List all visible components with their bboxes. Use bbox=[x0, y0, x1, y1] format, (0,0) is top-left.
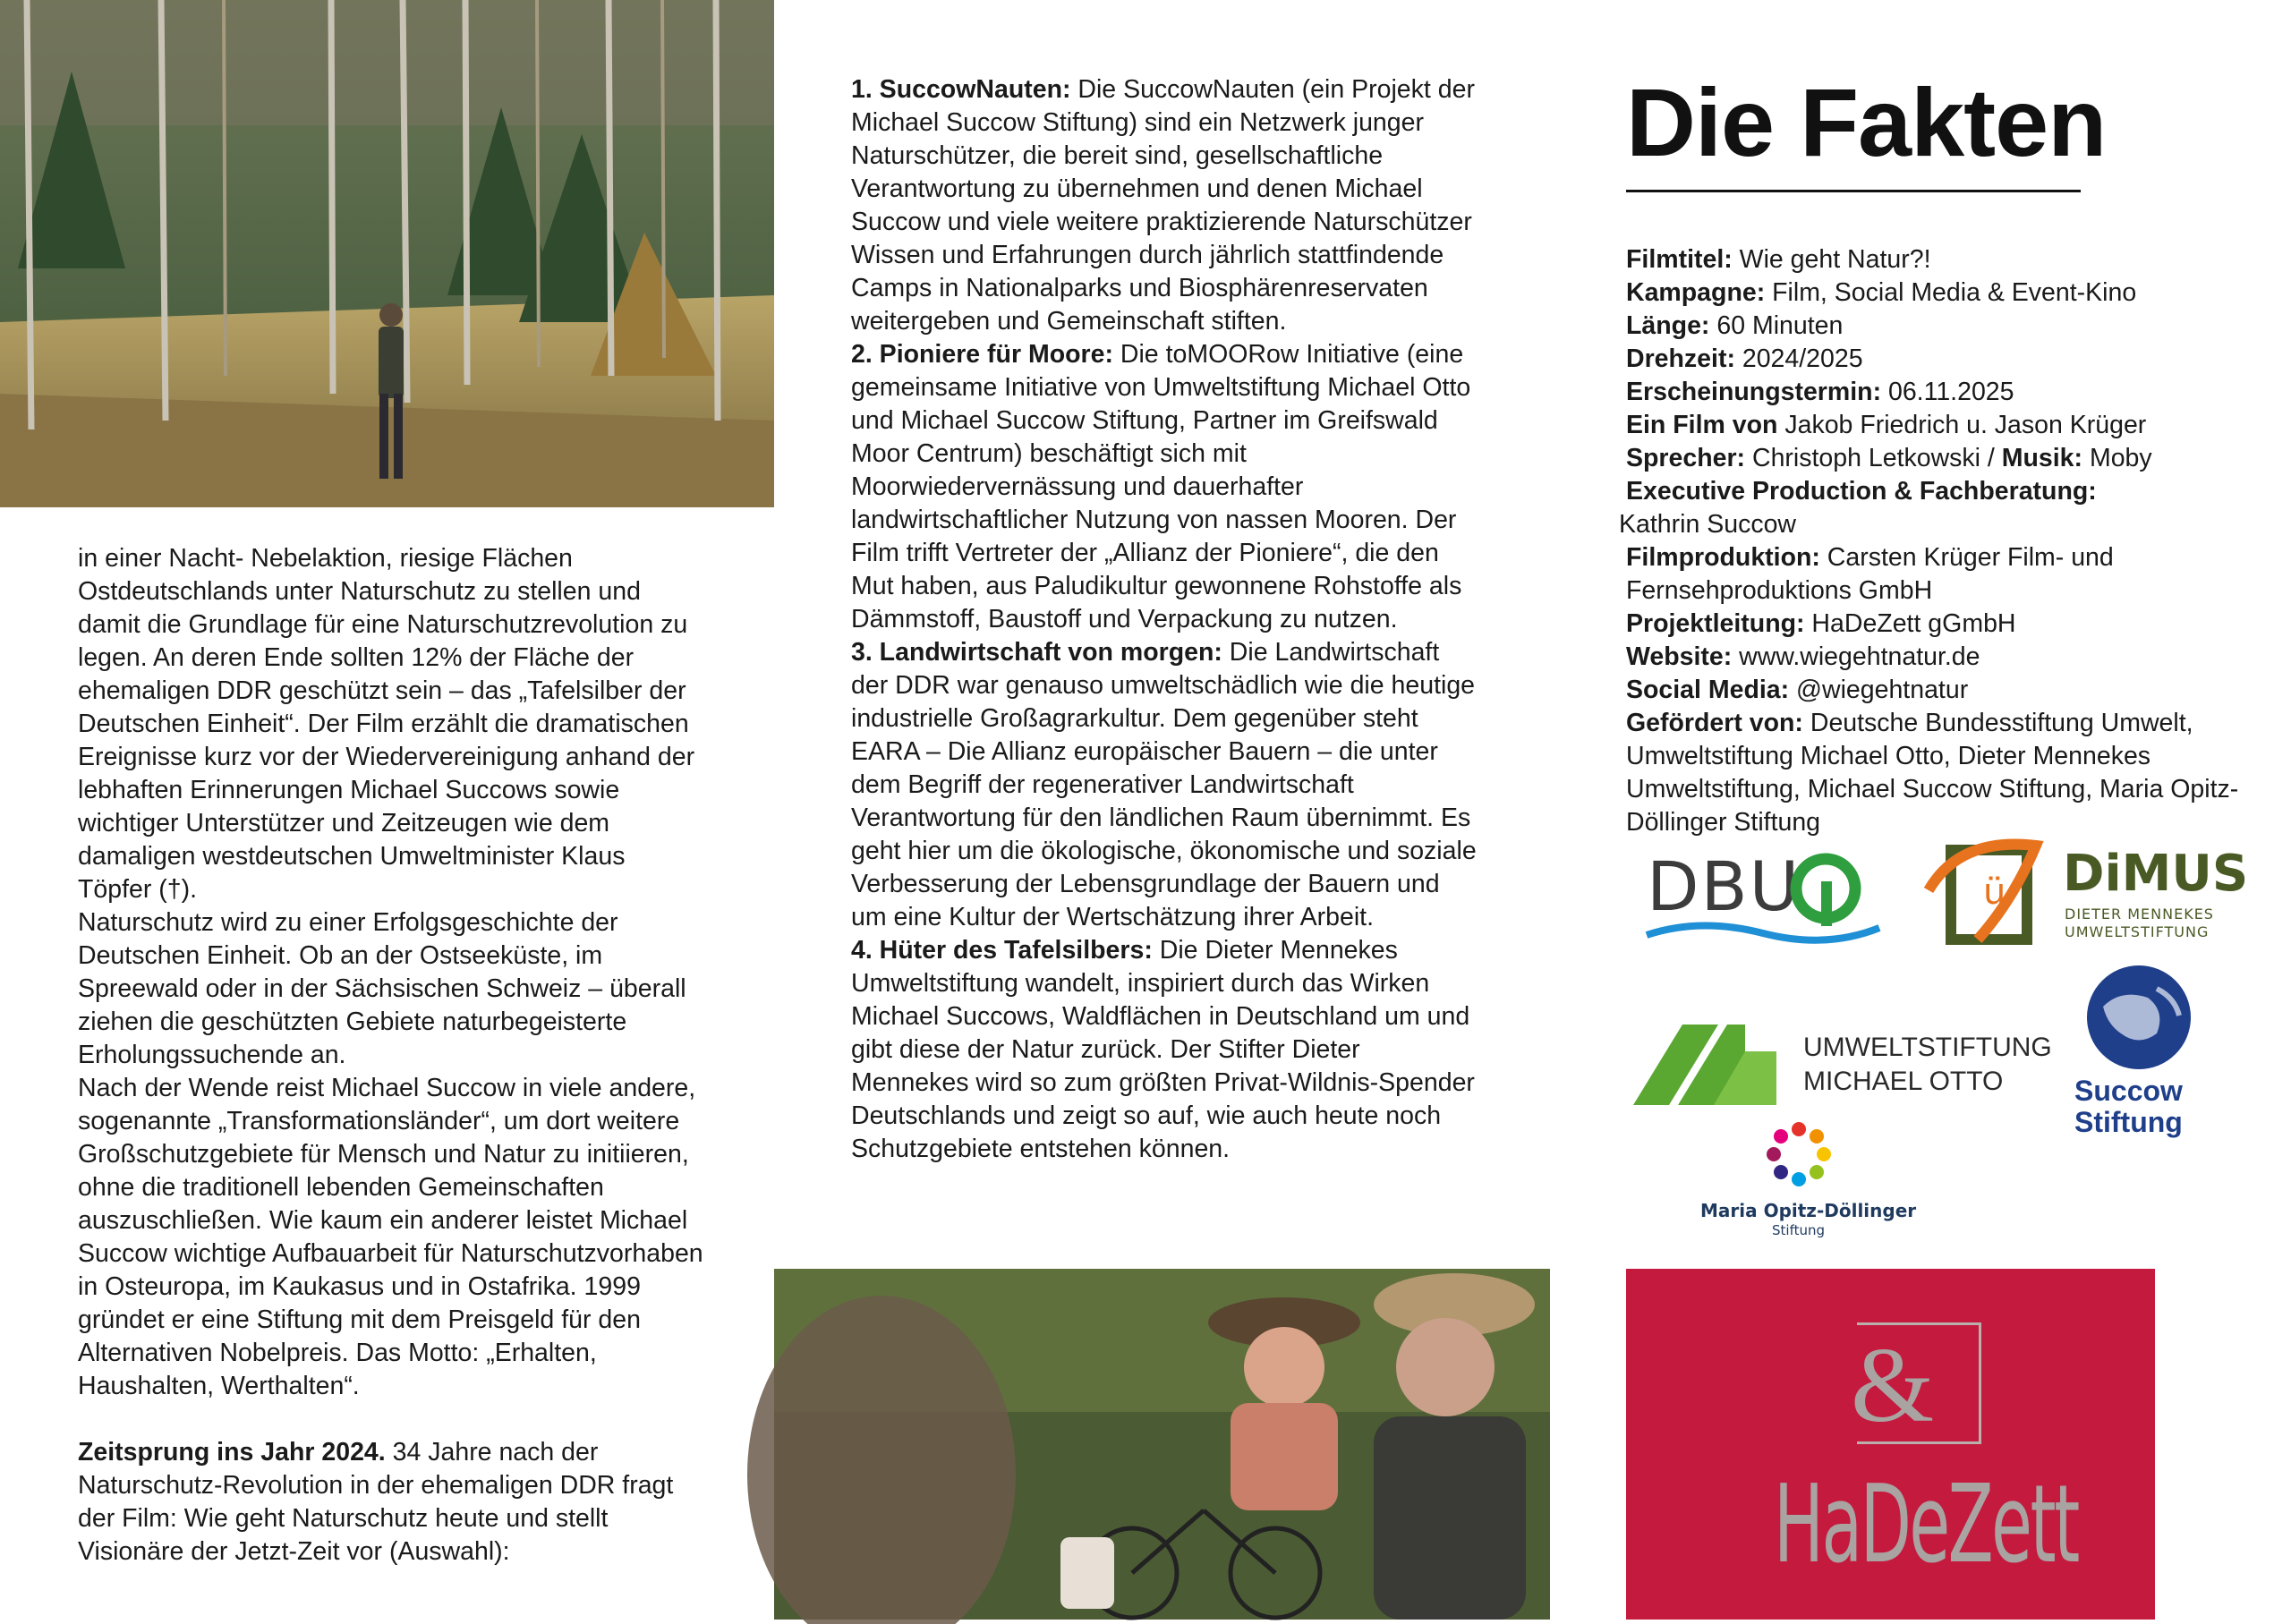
visionary-heading: 2. Pioniere für Moore: bbox=[851, 340, 1113, 369]
opitz-logo-graphic bbox=[1691, 1114, 1915, 1239]
fact-label: Projektleitung: bbox=[1626, 609, 1805, 638]
people-illustration bbox=[774, 1269, 1550, 1620]
dimus-logo-graphic bbox=[1924, 837, 2249, 948]
fact-value: 2024/2025 bbox=[1734, 344, 1863, 373]
visionary-item bbox=[851, 636, 1478, 934]
forest-photo bbox=[0, 0, 774, 507]
dimus-subtitle-1: DIETER MENNEKES bbox=[2065, 906, 2214, 923]
opitz-logo-line-2: Stiftung bbox=[1772, 1222, 1826, 1238]
fact-label: Drehzeit: bbox=[1626, 344, 1735, 373]
fact-row bbox=[1619, 475, 2270, 541]
visionary-text: Die SuccowNauten (ein Projekt der Michael Succow Stiftung) sind ein Netzwerk junger Naturschützer, die bereit sind, gesellschaftliche Verantwortung zu übernehmen und denen Michael Succow und viele weitere praktizierende Naturschützer Wissen und Erfahrungen durch jährlich stattfindende Camps in Nationalparks und Biosphärenreservaten weitergeben und Gemeinschaft stiften. bbox=[851, 75, 1475, 336]
people-photo bbox=[774, 1269, 1550, 1620]
visionary-item bbox=[851, 73, 1478, 338]
facts-title: Die Fakten bbox=[1626, 68, 2107, 176]
fact-label: Social Media: bbox=[1626, 676, 1790, 704]
fact-value: Deutsche Bundesstiftung Umwelt, Umweltstiftung Michael Otto, Dieter Mennekes Umweltstiftung, Michael Succow Stiftung, Maria Opitz-Döllinger Stiftung bbox=[1626, 709, 2239, 837]
otto-logo-graphic bbox=[1633, 1020, 2054, 1110]
otto-logo-line-1: UMWELTSTIFTUNG bbox=[1803, 1033, 2052, 1062]
fact-value[interactable]: www.wiegehtnatur.de bbox=[1732, 642, 1980, 671]
dimus-subtitle-2: UMWELTSTIFTUNG bbox=[2065, 923, 2210, 940]
intro-paragraph-3: Nach der Wende reist Michael Succow in viele andere, sogenannte „Transformationsländer“, um dort weitere Großschutzgebiete für Mensch und Natur zu initiieren, ohne die traditionell lebenden Gemeinschaften auszuschließen. Wie kaum ein anderer leistet Michael Succow wichtige Aufbauarbeit für Naturschutzvorhaben in Osteuropa, im Kaukasus und in Ostafrika. 1999 gründet er eine Stiftung mit dem Preisgeld für den Alternativen Nobelpreis. Das Motto: „Erhalten, Haushalten, Werthalten“. bbox=[78, 1074, 703, 1400]
fact-value: Christoph Letkowski / bbox=[1745, 444, 2002, 472]
fact-label: Sprecher: bbox=[1626, 444, 1746, 472]
succow-logo-graphic bbox=[2058, 962, 2219, 1141]
fact-row bbox=[1626, 641, 2270, 674]
fact-row bbox=[1626, 541, 2270, 608]
visionary-text: Die toMOORow Initiative (eine gemeinsame Initiative von Umweltstiftung Michael Otto und Michael Succow Stiftung, Partner im Greifswald Moor Centrum) beschäftigt sich mit Moorwiedervernässung und dauerhafter landwirtschaftlicher Nutzung von nassen Mooren. Der Film trifft Vertreter der „Allianz der Pioniere“, die den Mut haben, aus Paludikultur gewonnene Rohstoffe als Dämmstoff, Baustoff und Verpackung zu nutzen. bbox=[851, 340, 1471, 633]
time-jump-text: 34 Jahre nach der Naturschutz-Revolution in der ehemaligen DDR fragt der Film: Wie geht Naturschutz heute und stellt Visionäre der Jetzt-Zeit vor (Auswahl): bbox=[78, 1438, 674, 1566]
dbu-logo-text: DBU bbox=[1647, 846, 1801, 926]
fact-row bbox=[1626, 608, 2270, 641]
facts-divider bbox=[1626, 190, 2081, 192]
visionary-heading: 1. SuccowNauten: bbox=[851, 75, 1071, 104]
fact-label: Kampagne: bbox=[1626, 278, 1766, 307]
opitz-logo-line-1: Maria Opitz-Döllinger bbox=[1700, 1200, 1917, 1221]
succow-logo-line-1: Succow bbox=[2074, 1075, 2183, 1107]
otto-logo bbox=[1633, 1020, 2054, 1110]
fact-value: Jakob Friedrich u. Jason Krüger bbox=[1777, 411, 2147, 439]
intro-paragraph-2: Naturschutz wird zu einer Erfolgsgeschichte der Deutschen Einheit. Ob an der Ostseeküste, im Spreewald oder in der Sächsischen Schweiz – überall ziehen die geschützten Gebiete naturbegeisterte Erholungssuchende an. bbox=[78, 908, 686, 1069]
fact-label: Filmproduktion: bbox=[1626, 543, 1820, 572]
fact-label: Filmtitel: bbox=[1626, 245, 1733, 274]
fact-value: Carsten Krüger Film- und Fernsehproduktions GmbH bbox=[1626, 543, 2114, 605]
fact-row bbox=[1626, 409, 2270, 442]
dimus-logo bbox=[1924, 837, 2249, 948]
fact-row bbox=[1626, 674, 2270, 707]
dbu-logo-graphic bbox=[1647, 846, 1879, 948]
visionary-item bbox=[851, 338, 1478, 636]
fact-row bbox=[1626, 707, 2270, 839]
visionary-text: Die Landwirtschaft der DDR war genauso umweltschädlich wie die heutige industrielle Großagrarkultur. Dem gegenüber steht EARA – Die Allianz europäischer Bauern – die unter dem Begriff der regenerativer Landwirtschaft Verantwortung für den ländlichen Raum übernimmt. Es geht hier um die ökologische, ökonomische und soziale Verbesserung der Lebensgrundlage der Bauern und um eine Kultur der Wertschätzung ihrer Arbeit. bbox=[851, 638, 1477, 931]
visionary-heading: 4. Hüter des Tafelsilbers: bbox=[851, 936, 1153, 965]
time-jump-heading: Zeitsprung ins Jahr 2024. bbox=[78, 1438, 386, 1467]
svg-text:ü: ü bbox=[1983, 872, 2006, 913]
opitz-logo bbox=[1691, 1114, 1915, 1239]
fact-label: Ein Film von bbox=[1626, 411, 1778, 439]
forest-illustration bbox=[0, 0, 774, 507]
hadezett-ampersand: & bbox=[1851, 1325, 1935, 1444]
otto-logo-line-2: MICHAEL OTTO bbox=[1803, 1067, 2004, 1096]
fact-value: Film, Social Media & Event-Kino bbox=[1765, 278, 2137, 307]
fact-row bbox=[1626, 442, 2270, 475]
fact-value: HaDeZett gGmbH bbox=[1804, 609, 2016, 638]
visionary-item bbox=[851, 934, 1478, 1166]
fact-label: Erscheinungstermin: bbox=[1626, 378, 1882, 406]
fact-row bbox=[1626, 276, 2270, 310]
fact-row bbox=[1626, 343, 2270, 376]
fact-label: Musik: bbox=[2001, 444, 2083, 472]
visionaries-column bbox=[851, 73, 1478, 1166]
dbu-logo bbox=[1647, 846, 1879, 948]
fact-row bbox=[1626, 243, 2270, 276]
visionary-heading: 3. Landwirtschaft von morgen: bbox=[851, 638, 1222, 667]
visionary-text: Die Dieter Mennekes Umweltstiftung wandelt, inspiriert durch das Wirken Michael Succows, Waldflächen in Deutschland um und gibt diese der Natur zurück. Der Stifter Dieter Mennekes wird so zum größten Privat-Wildnis-Spender Deutschlands und zeigt so auf, wie auch heute noch Schutzgebiete entstehen können. bbox=[851, 936, 1475, 1163]
intro-paragraph-1: in einer Nacht- Nebelaktion, riesige Flächen Ostdeutschlands unter Naturschutz zu stellen und damit die Grundlage für eine Naturschutzrevolution zu legen. An deren Ende sollten 12% der Fläche der ehemaligen DDR geschützt sein – das „Tafelsilber der Deutschen Einheit“. Der Film erzählt die dramatischen Ereignisse kurz vor der Wiedervereinigung anhand der lebhaften Erinnerungen Michael Succows sowie wichtiger Unterstützer und Zeitzeugen wie dem damaligen westdeutschen Umweltminister Klaus Töpfer (†). bbox=[78, 544, 695, 904]
fact-value: 06.11.2025 bbox=[1881, 378, 2014, 406]
dimus-logo-text: DiMUS bbox=[2063, 845, 2249, 903]
fact-value: Moby bbox=[2082, 444, 2152, 472]
fact-label: Website: bbox=[1626, 642, 1733, 671]
fact-value: Wie geht Natur?! bbox=[1732, 245, 1931, 274]
fact-label: Gefördert von: bbox=[1626, 709, 1803, 737]
fact-value: Kathrin Succow bbox=[1619, 510, 1797, 539]
fact-label: Executive Production & Fachberatung: bbox=[1626, 477, 2097, 506]
time-jump-paragraph bbox=[78, 1436, 704, 1569]
fact-label: Länge: bbox=[1626, 311, 1710, 340]
succow-logo-line-2: Stiftung bbox=[2074, 1106, 2183, 1138]
fact-value: @wiegehtnatur bbox=[1789, 676, 1969, 704]
facts-list bbox=[1619, 243, 2270, 839]
fact-value: 60 Minuten bbox=[1709, 311, 1844, 340]
intro-column bbox=[78, 542, 704, 1569]
fact-row bbox=[1626, 376, 2270, 409]
succow-logo bbox=[2058, 962, 2219, 1141]
fact-row bbox=[1626, 310, 2270, 343]
hadezett-logo-text: HaDeZett bbox=[1774, 1463, 2078, 1587]
